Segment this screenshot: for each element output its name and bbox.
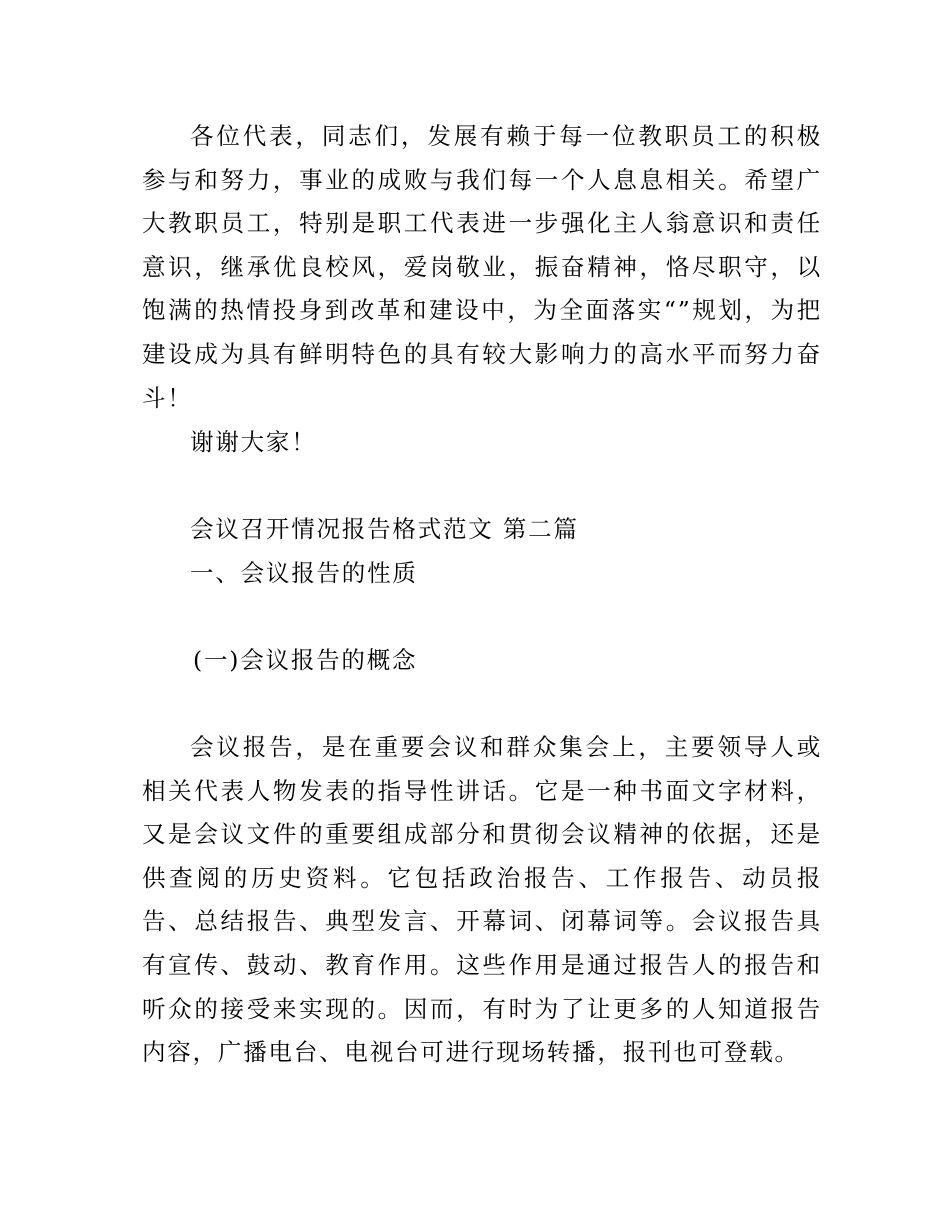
closing-appeal-paragraph: 各位代表，同志们，发展有赖于每一位教职员工的积极参与和努力，事业的成败与我们每一个人息息相关。希望广大教职员工，特别是职工代表进一步强化主人翁意识和责任意识，继承优良校风，爱岗敬业，振奋精神，恪尽职守，以饱满的热情投身到改革和建设中，为全面落实“”规划，为把建设成为具有鲜明特色的具有较大影响力的高水平而努力奋斗！ (142, 122, 822, 412)
concept-body-paragraph: 会议报告，是在重要会议和群众集会上，主要领导人或相关代表人物发表的指导性讲话。它是一种书面文字材料，又是会议文件的重要组成部分和贯彻会议精神的依据，还是供查阅的历史资料。它包括政治报告、工作报告、动员报告、总结报告、典型发言、开幕词、闭幕词等。会议报告具有宣传、鼓动、教育作用。这些作用是通过报告人的报告和听众的接受来实现的。因而，有时为了让更多的人知道报告内容，广播电台、电视台可进行现场转播，报刊也可登载。 (142, 733, 822, 1067)
subsection-heading: (一)会议报告的概念 (193, 646, 418, 674)
thanks-line: 谢谢大家！ (190, 428, 317, 456)
section-heading: 一、会议报告的性质 (190, 559, 418, 587)
article-title: 会议召开情况报告格式范文 第二篇 (190, 515, 579, 543)
